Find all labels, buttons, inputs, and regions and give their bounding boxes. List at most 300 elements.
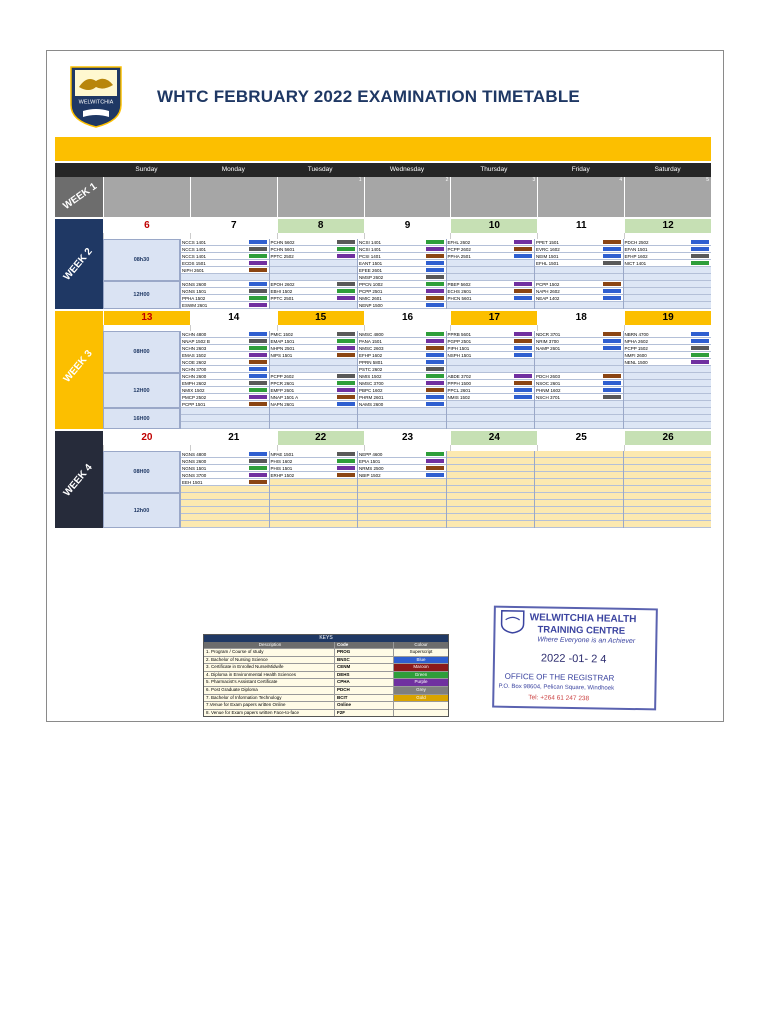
venue-chip (249, 480, 267, 484)
exam-slot (181, 415, 269, 422)
venue-chip (514, 282, 532, 286)
exam-slot (358, 493, 446, 500)
module-code: PCPP 2501 (359, 288, 383, 294)
venue-chip (426, 303, 444, 307)
module-code: EFHP 1602 (359, 352, 383, 358)
exam-slot (447, 331, 535, 338)
module-code: PHIS 1501 (270, 465, 293, 471)
exam-slot (624, 401, 712, 408)
exam-slot (358, 352, 446, 359)
exam-slot (447, 514, 535, 521)
exam-slot (447, 472, 535, 479)
venue-chip (691, 247, 709, 251)
exam-slot (535, 401, 623, 408)
venue-chip (426, 360, 444, 364)
key-row (204, 709, 448, 717)
module-code: NCCS 1401 (182, 246, 207, 252)
keys-legend (203, 634, 449, 717)
venue-chip (514, 346, 532, 350)
venue-chip (514, 296, 532, 300)
session-row (103, 408, 711, 429)
venue-chip (426, 402, 444, 406)
venue-chip (603, 240, 621, 244)
module-code: NMSC 4800 (359, 331, 384, 337)
exam-slot (181, 458, 269, 465)
module-code: EPIA 1501 (359, 458, 381, 464)
date-cell: 6 (103, 219, 190, 233)
module-code: NGNS 2600 (182, 281, 207, 287)
day-column (269, 408, 358, 429)
exam-slot (181, 507, 269, 514)
module-code: PIPH 1501 (447, 345, 470, 351)
module-code: ECHS 2601 (447, 288, 472, 294)
venue-chip (337, 402, 355, 406)
exam-slot (447, 302, 535, 309)
exam-slot (624, 451, 712, 458)
exam-slot (270, 408, 358, 415)
day-header: Sunday (135, 166, 158, 173)
week1-day-cell (190, 177, 277, 217)
exam-slot (181, 345, 269, 352)
exam-slot (447, 253, 535, 260)
module-code: PCPP 1501 (182, 401, 206, 407)
venue-chip (249, 261, 267, 265)
venue-chip (337, 240, 355, 244)
exam-slot (447, 352, 535, 359)
day-column (623, 281, 712, 309)
venue-chip (603, 254, 621, 258)
exam-slot (358, 500, 446, 507)
day-column (446, 408, 535, 429)
venue-chip (249, 395, 267, 399)
exam-slot (358, 451, 446, 458)
venue-chip (514, 254, 532, 258)
week-label: WEEK 4 (61, 462, 95, 499)
exam-slot (270, 465, 358, 472)
exam-slot (270, 239, 358, 246)
module-code: NCHN 2603 (182, 345, 207, 351)
exam-slot (535, 331, 623, 338)
venue-chip (249, 303, 267, 307)
venue-chip (249, 402, 267, 406)
day-column (357, 239, 446, 281)
exam-slot (447, 507, 535, 514)
module-code: EMPH 2602 (182, 380, 207, 386)
key-description: 4. Diploma in Environmental Health Sciences (206, 671, 297, 677)
exam-slot (535, 458, 623, 465)
exam-slot (270, 472, 358, 479)
module-code: EPOH 2602 (270, 281, 295, 287)
venue-chip (603, 346, 621, 350)
timetable-grid (55, 163, 711, 528)
module-code: PMIC 1502 (270, 331, 294, 337)
exam-slot (270, 514, 358, 521)
venue-chip (514, 247, 532, 251)
exam-slot (358, 507, 446, 514)
venue-chip (249, 381, 267, 385)
module-code: PPCN 1002 (359, 281, 383, 287)
key-description: 7. Bachelor of Information Technology (206, 694, 282, 700)
key-row (204, 648, 448, 656)
venue-chip (514, 339, 532, 343)
module-code: NPHA 2602 (624, 338, 649, 344)
exam-slot (447, 401, 535, 408)
module-code: EFHP 1602 (624, 253, 648, 259)
module-code: NCCS 1401 (182, 239, 207, 245)
exam-slot (270, 451, 358, 458)
key-description: 7.Venue for Exam papers written Online (206, 702, 286, 708)
key-description: 3. Certificate in Enrolled Nurse/Midwife (206, 664, 284, 670)
stamp-line: TRAINING CENTRE (537, 624, 626, 637)
venue-chip (249, 367, 267, 371)
exam-slot (535, 521, 623, 528)
venue-chip (603, 332, 621, 336)
date-row (103, 219, 711, 233)
exam-slot (181, 387, 269, 394)
venue-chip (426, 247, 444, 251)
day-header-row (55, 163, 711, 177)
session-row (103, 331, 711, 373)
venue-chip (337, 466, 355, 470)
module-code: NRIM 3700 (536, 338, 559, 344)
venue-chip (514, 374, 532, 378)
exam-slot (358, 338, 446, 345)
module-code: NAMP 2601 (536, 345, 561, 351)
session-row (103, 451, 711, 493)
module-code: NEIM 1501 (536, 253, 559, 259)
venue-chip (337, 388, 355, 392)
exam-slot (270, 295, 358, 302)
week-label: WEEK 1 (61, 180, 100, 213)
day-header: Friday (571, 166, 590, 173)
exam-slot (624, 486, 712, 493)
module-code: PSTC 2602 (359, 366, 383, 372)
day-header: Saturday (654, 166, 681, 173)
exam-slot (270, 394, 358, 401)
key-row (204, 663, 448, 671)
venue-chip (249, 452, 267, 456)
venue-chip (337, 452, 355, 456)
venue-chip (426, 346, 444, 350)
exam-slot (358, 246, 446, 253)
key-colour: Superscript (393, 649, 448, 656)
exam-slot (535, 345, 623, 352)
session-row (103, 493, 711, 528)
exam-slot (535, 338, 623, 345)
exam-slot (535, 500, 623, 507)
key-description: 8. Venue for Exam papers written Face-to-face (206, 709, 300, 715)
exam-slot (447, 260, 535, 267)
key-colour: Green (393, 672, 448, 679)
venue-chip (426, 459, 444, 463)
key-code: Online (334, 702, 393, 709)
module-code: PBPC 1602 (359, 387, 383, 393)
module-code: NICT 1401 (624, 260, 647, 266)
module-code: PPRB 5601 (447, 331, 472, 337)
week2-block (55, 219, 711, 309)
exam-slot (535, 359, 623, 366)
exam-slot (447, 281, 535, 288)
key-colour: Blue (393, 657, 448, 664)
venue-chip (249, 296, 267, 300)
exam-slot (270, 422, 358, 429)
exam-slot (535, 415, 623, 422)
module-code: PPHA 2501 (447, 253, 471, 259)
exam-slot (181, 479, 269, 486)
key-row (204, 671, 448, 679)
date-cell: 11 (537, 219, 624, 233)
exam-slot (181, 274, 269, 281)
venue-chip (514, 388, 532, 392)
exam-slot (358, 422, 446, 429)
exam-slot (181, 394, 269, 401)
exam-slot (270, 387, 358, 394)
week1-day-cell (103, 177, 190, 217)
day-column (623, 373, 712, 408)
week-label: WEEK 3 (61, 348, 95, 385)
module-code: NMFI 2600 (624, 352, 647, 358)
venue-chip (426, 240, 444, 244)
exam-slot (181, 352, 269, 359)
module-code: PHRM 2601 (359, 394, 384, 400)
key-description: 5. Pharmacist's Assistant Certificate (206, 679, 278, 685)
module-code: EFAN 1501 (624, 246, 648, 252)
week1-row (55, 177, 711, 217)
module-code: EFHL 2602 (447, 239, 471, 245)
venue-chip (603, 395, 621, 399)
exam-slot (624, 521, 712, 528)
exam-slot (181, 281, 269, 288)
key-colour (393, 710, 448, 717)
venue-chip (426, 268, 444, 272)
exam-slot (447, 338, 535, 345)
day-column (357, 373, 446, 408)
key-colour: Grey (393, 687, 448, 694)
exam-slot (535, 451, 623, 458)
venue-chip (249, 289, 267, 293)
module-code: PDCH 2603 (536, 373, 561, 379)
day-column (446, 331, 535, 373)
exam-slot (181, 401, 269, 408)
module-code: PPET 1501 (536, 239, 559, 245)
module-code: EVRC 1602 (536, 246, 560, 252)
module-code: EMAP 1501 (270, 338, 295, 344)
venue-chip (691, 339, 709, 343)
venue-chip (603, 282, 621, 286)
exam-slot (535, 352, 623, 359)
venue-chip (426, 282, 444, 286)
venue-chip (514, 289, 532, 293)
exam-slot (358, 253, 446, 260)
exam-slot (270, 401, 358, 408)
week4-block (55, 431, 711, 528)
module-code: ESWM 2601 (182, 302, 208, 308)
exam-slot (624, 352, 712, 359)
exam-slot (270, 302, 358, 309)
venue-chip (603, 296, 621, 300)
date-row (103, 311, 711, 325)
module-code: PPPH 1500 (447, 380, 472, 386)
venue-chip (691, 346, 709, 350)
exam-slot (181, 380, 269, 387)
exam-slot (181, 373, 269, 380)
venue-chip (337, 332, 355, 336)
venue-chip (337, 473, 355, 477)
exam-slot (270, 274, 358, 281)
exam-slot (624, 331, 712, 338)
exam-slot (447, 246, 535, 253)
venue-chip (426, 296, 444, 300)
exam-slot (270, 366, 358, 373)
date-cell: 10 (450, 219, 537, 233)
module-code: NMSC 3700 (359, 380, 384, 386)
day-column (269, 493, 358, 528)
exam-slot (181, 267, 269, 274)
exam-slot (447, 521, 535, 528)
exam-slot (358, 345, 446, 352)
exam-slot (535, 507, 623, 514)
module-code: NGNS 1501 (182, 465, 207, 471)
exam-slot (624, 493, 712, 500)
exam-slot (624, 422, 712, 429)
date-cell: 16 (364, 311, 451, 325)
exam-slot (181, 486, 269, 493)
exam-slot (624, 408, 712, 415)
date-cell: 9 (364, 219, 451, 233)
exam-slot (535, 493, 623, 500)
exam-slot (181, 422, 269, 429)
exam-slot (624, 366, 712, 373)
module-code: NGNS 1501 (182, 288, 207, 294)
date-cell: 13 (103, 311, 190, 325)
exam-slot (447, 408, 535, 415)
date-cell: 21 (190, 431, 277, 445)
exam-slot (358, 387, 446, 394)
exam-slot (535, 422, 623, 429)
venue-chip (337, 346, 355, 350)
module-code: PGPP 2501 (447, 338, 472, 344)
module-code: NDCR 3701 (536, 331, 561, 337)
exam-slot (447, 465, 535, 472)
exam-slot (624, 380, 712, 387)
venue-chip (691, 360, 709, 364)
module-code: PHCN 5601 (447, 295, 472, 301)
page-title: WHTC FEBRUARY 2022 EXAMINATION TIMETABLE (157, 87, 580, 106)
exam-slot (624, 479, 712, 486)
exam-slot (270, 493, 358, 500)
module-code: PANA 1501 (359, 338, 382, 344)
day-column (269, 281, 358, 309)
module-code: NRMS 2500 (359, 465, 384, 471)
module-code: NIPH 2601 (182, 267, 205, 273)
exam-slot (624, 387, 712, 394)
exam-slot (181, 408, 269, 415)
date-cell: 25 (537, 431, 624, 445)
session-time-label: 08h30 (103, 239, 180, 281)
exam-slot (447, 451, 535, 458)
week2-label-cell (55, 219, 103, 309)
exam-slot (624, 373, 712, 380)
venue-chip (426, 381, 444, 385)
exam-slot (358, 380, 446, 387)
key-row (204, 701, 448, 709)
module-code: EBHI 1502 (270, 288, 293, 294)
day-column (180, 493, 269, 528)
day-column (357, 408, 446, 429)
exam-slot (270, 373, 358, 380)
exam-slot (535, 408, 623, 415)
exam-slot (358, 458, 446, 465)
exam-slot (624, 281, 712, 288)
exam-slot (447, 380, 535, 387)
module-code: NMIC 2601 (359, 295, 382, 301)
day-header: Monday (221, 166, 245, 173)
exam-slot (624, 500, 712, 507)
venue-chip (337, 459, 355, 463)
venue-chip (337, 296, 355, 300)
exam-slot (624, 246, 712, 253)
week1-day-cell: 3 (450, 177, 537, 217)
module-code: NCSI 1401 (359, 239, 382, 245)
venue-chip (603, 381, 621, 385)
exam-slot (447, 288, 535, 295)
exam-slot (447, 422, 535, 429)
key-code: PDCH (334, 687, 393, 694)
venue-chip (426, 353, 444, 357)
exam-slot (270, 267, 358, 274)
module-code: NBIP 1502 (359, 472, 381, 478)
module-code: NMSP 2602 (359, 274, 384, 280)
exam-slot (181, 359, 269, 366)
module-code: PPTC 2502 (270, 253, 294, 259)
key-row (204, 686, 448, 694)
venue-chip (691, 332, 709, 336)
date-row (103, 431, 711, 445)
module-code: NSPH 1501 (447, 352, 472, 358)
exam-slot (535, 239, 623, 246)
module-code: NEAP 1402 (536, 295, 560, 301)
module-code: NCHN 3700 (182, 366, 207, 372)
exam-slot (624, 274, 712, 281)
day-column (623, 451, 712, 493)
exam-slot (624, 260, 712, 267)
module-code: PHIS 1602 (270, 458, 293, 464)
exam-slot (535, 479, 623, 486)
venue-chip (426, 275, 444, 279)
key-code: F2F (334, 710, 393, 717)
exam-slot (447, 239, 535, 246)
day-column (446, 281, 535, 309)
day-column (534, 408, 623, 429)
module-code: EMAS 1502 (182, 352, 207, 358)
venue-chip (514, 240, 532, 244)
module-code: EANT 1501 (359, 260, 383, 266)
day-column (180, 331, 269, 373)
module-code: NMIS 1502 (359, 373, 382, 379)
module-code: NHPN 2501 (270, 345, 295, 351)
exam-slot (270, 253, 358, 260)
exam-slot (270, 507, 358, 514)
exam-slot (358, 472, 446, 479)
week1-day-cell: 4 (537, 177, 624, 217)
exam-slot (181, 253, 269, 260)
date-cell: 23 (364, 431, 451, 445)
venue-chip (691, 261, 709, 265)
exam-slot (270, 281, 358, 288)
exam-slot (535, 486, 623, 493)
session-time-label: 08H00 (103, 331, 180, 373)
exam-slot (624, 465, 712, 472)
